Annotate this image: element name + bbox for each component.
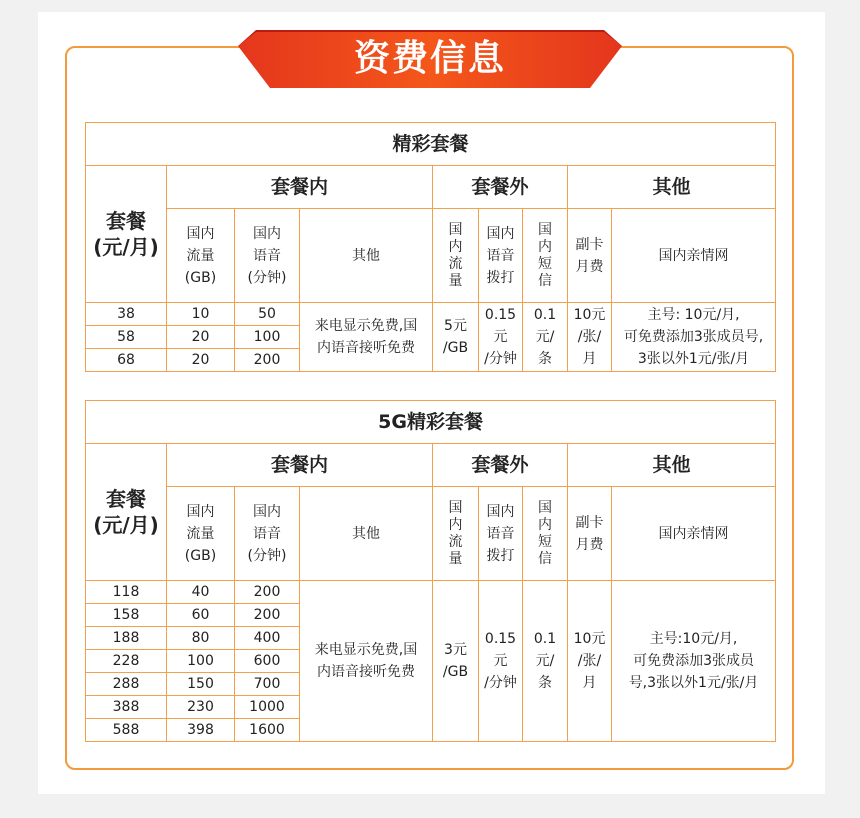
out-voice-rate-cell: 0.15 元 /分钟 [479,581,523,742]
family-column-header: 国内亲情网 [612,209,776,303]
voice-cell: 400 [235,627,300,650]
other-benefits-cell: 来电显示免费,国 内语音接听免费 [300,581,433,742]
voice-cell: 200 [235,604,300,627]
out-voice-rate-cell: 0.15 元 /分钟 [479,303,523,372]
data-cell: 60 [167,604,235,627]
data-cell: 398 [167,719,235,742]
in-package-header: 套餐内 [167,166,433,209]
other-group-header: 其他 [568,166,776,209]
family-network-cell: 主号:10元/月, 可免费添加3张成员 号,3张以外1元/张/月 [612,581,776,742]
price-cell: 228 [86,650,167,673]
subcard-column-header: 副卡 月费 [568,487,612,581]
subcard-fee-cell: 10元 /张/ 月 [568,303,612,372]
other-column-header: 其他 [300,209,433,303]
plan-table-1 [85,122,776,372]
price-cell: 118 [86,581,167,604]
family-network-cell: 主号: 10元/月, 可免费添加3张成员号, 3张以外1元/张/月 [612,303,776,372]
data-cell: 20 [167,326,235,349]
price-cell: 388 [86,696,167,719]
voice-cell: 700 [235,673,300,696]
data-cell: 10 [167,303,235,326]
subcard-column-header: 副卡 月费 [568,209,612,303]
out-sms-column-header: 国 内 短 信 [523,209,568,303]
plan-title: 5G精彩套餐 [86,401,776,444]
voice-column-header: 国内 语音 (分钟) [235,487,300,581]
price-cell: 288 [86,673,167,696]
data-cell: 40 [167,581,235,604]
out-package-header: 套餐外 [433,444,568,487]
out-data-column-header: 国 内 流 量 [433,209,479,303]
price-cell: 38 [86,303,167,326]
out-package-header: 套餐外 [433,166,568,209]
in-package-header: 套餐内 [167,444,433,487]
out-sms-rate-cell: 0.1 元/ 条 [523,303,568,372]
voice-cell: 200 [235,581,300,604]
banner-title: 资费信息 [353,38,506,79]
price-cell: 158 [86,604,167,627]
data-column-header: 国内 流量 (GB) [167,209,235,303]
voice-cell: 1600 [235,719,300,742]
data-cell: 100 [167,650,235,673]
data-cell: 230 [167,696,235,719]
package-header: 套餐 (元/月) [86,166,167,303]
plan-table-2 [85,400,776,742]
other-benefits-cell: 来电显示免费,国 内语音接听免费 [300,303,433,372]
out-data-rate-cell: 5元 /GB [433,303,479,372]
plan-title: 精彩套餐 [86,123,776,166]
voice-column-header: 国内 语音 (分钟) [235,209,300,303]
data-column-header: 国内 流量 (GB) [167,487,235,581]
data-cell: 150 [167,673,235,696]
price-cell: 68 [86,349,167,372]
out-voice-column-header: 国内 语音 拨打 [479,209,523,303]
price-cell: 188 [86,627,167,650]
other-group-header: 其他 [568,444,776,487]
voice-cell: 600 [235,650,300,673]
price-cell: 58 [86,326,167,349]
data-cell: 80 [167,627,235,650]
out-sms-rate-cell: 0.1 元/ 条 [523,581,568,742]
price-cell: 588 [86,719,167,742]
out-data-column-header: 国 内 流 量 [433,487,479,581]
voice-cell: 50 [235,303,300,326]
out-voice-column-header: 国内 语音 拨打 [479,487,523,581]
data-cell: 20 [167,349,235,372]
package-header: 套餐 (元/月) [86,444,167,581]
family-column-header: 国内亲情网 [612,487,776,581]
voice-cell: 100 [235,326,300,349]
voice-cell: 200 [235,349,300,372]
title-banner [238,30,622,90]
subcard-fee-cell: 10元 /张/ 月 [568,581,612,742]
other-column-header: 其他 [300,487,433,581]
out-data-rate-cell: 3元 /GB [433,581,479,742]
voice-cell: 1000 [235,696,300,719]
out-sms-column-header: 国 内 短 信 [523,487,568,581]
